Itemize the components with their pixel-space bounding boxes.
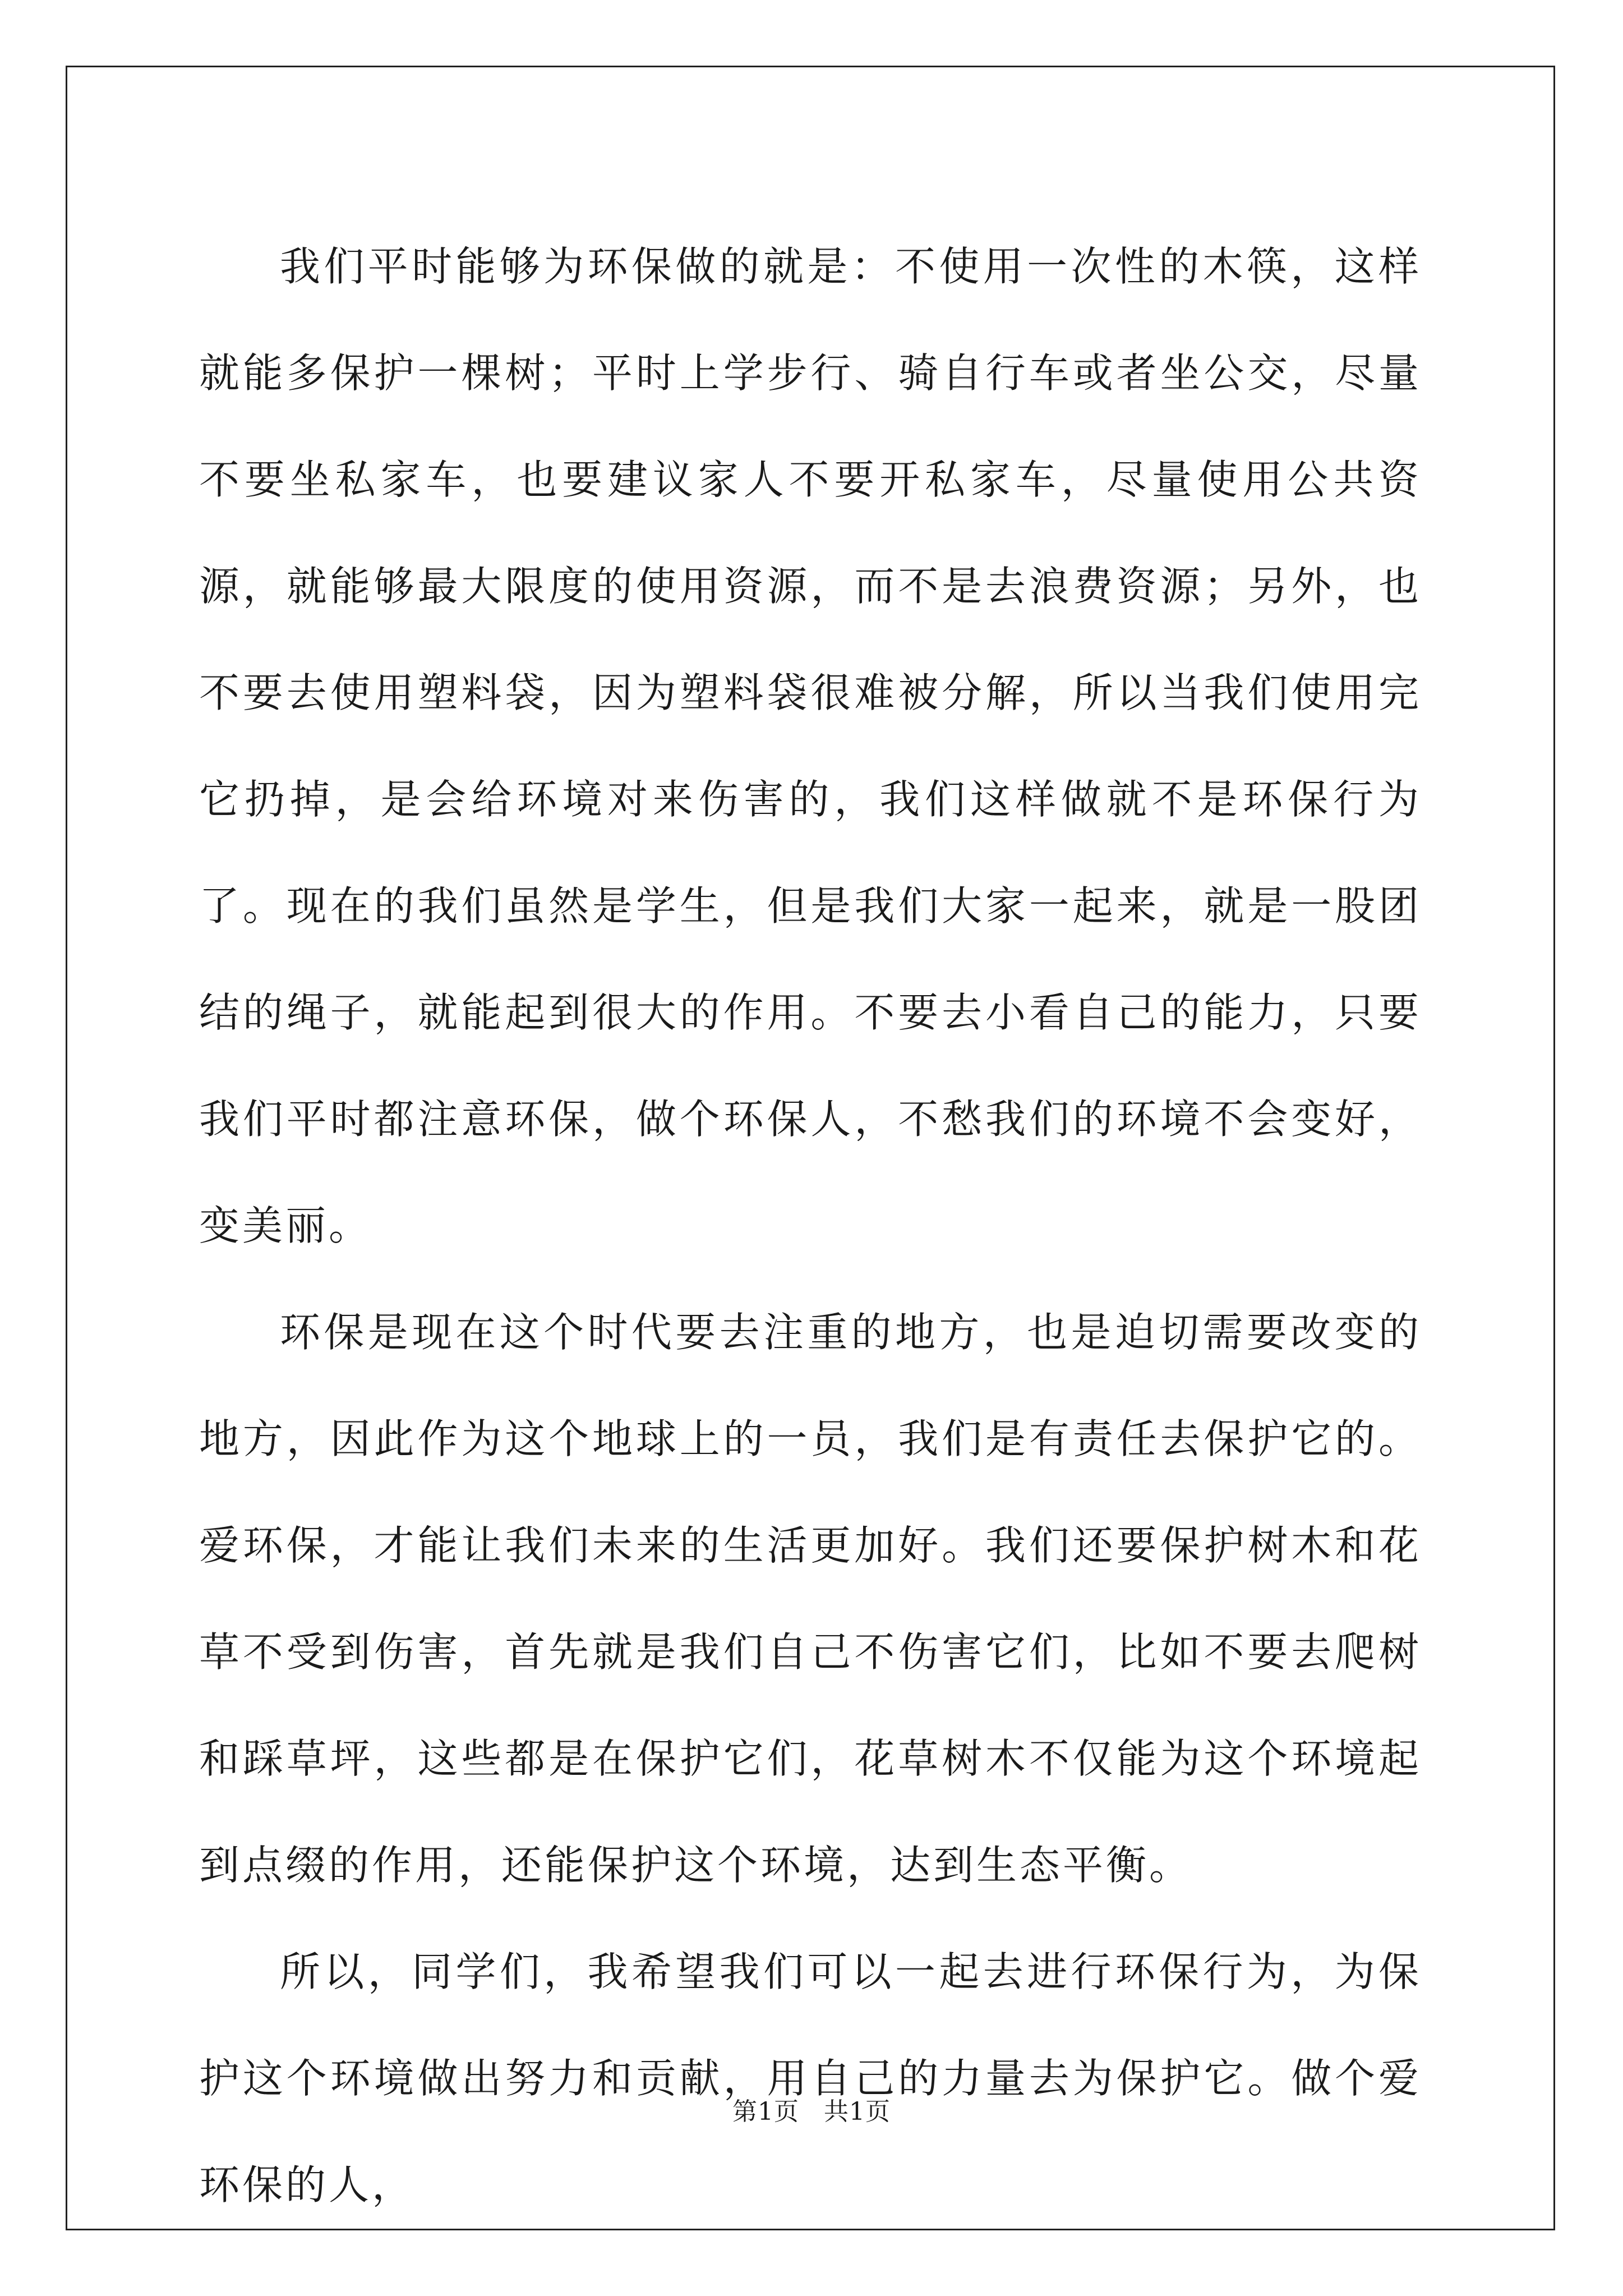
page-number: 第1页 xyxy=(732,2097,799,2126)
page-footer xyxy=(0,2095,1623,2129)
paragraph-2: 环保是现在这个时代要去注重的地方，也是迫切需要改变的地方，因此作为这个地球上的一员，我们是有责任去保护它的。爱环保，才能让我们未来的生活更加好。我们还要保护树木和花草不受到伤害，首先就是我们自己不伤害它们，比如不要去爬树和踩草坪，这些都是在保护它们，花草树木不仅能为这个环境起到点缀的作用，还能保护这个环境，达到生态平衡。 xyxy=(199,1309,1422,1889)
paragraph-1: 我们平时能够为环保做的就是：不使用一次性的木筷，这样就能多保护一棵树；平时上学步行、骑自行车或者坐公交，尽量不要坐私家车，也要建议家人不要开私家车，尽量使用公共资源，就能够最大限度的使用资源，而不是去浪费资源；另外，也不要去使用塑料袋，因为塑料袋很难被分解，所以当我们使用完它扔掉，是会给环境对来伤害的，我们这样做就不是环保行为了。现在的我们虽然是学生，但是我们大家一起来，就是一股团结的绳子，就能起到很大的作用。不要去小看自己的能力，只要我们平时都注意环保，做个环保人，不愁我们的环境不会变好，变美丽。 xyxy=(199,243,1422,1249)
document-body xyxy=(199,213,1422,2238)
paragraph-3: 所以，同学们，我希望我们可以一起去进行环保行为，为保护这个环境做出努力和贡献，用自己的力量去为保护它。做个爱环保的人， xyxy=(199,1948,1422,2208)
page-total: 共1页 xyxy=(824,2097,891,2126)
